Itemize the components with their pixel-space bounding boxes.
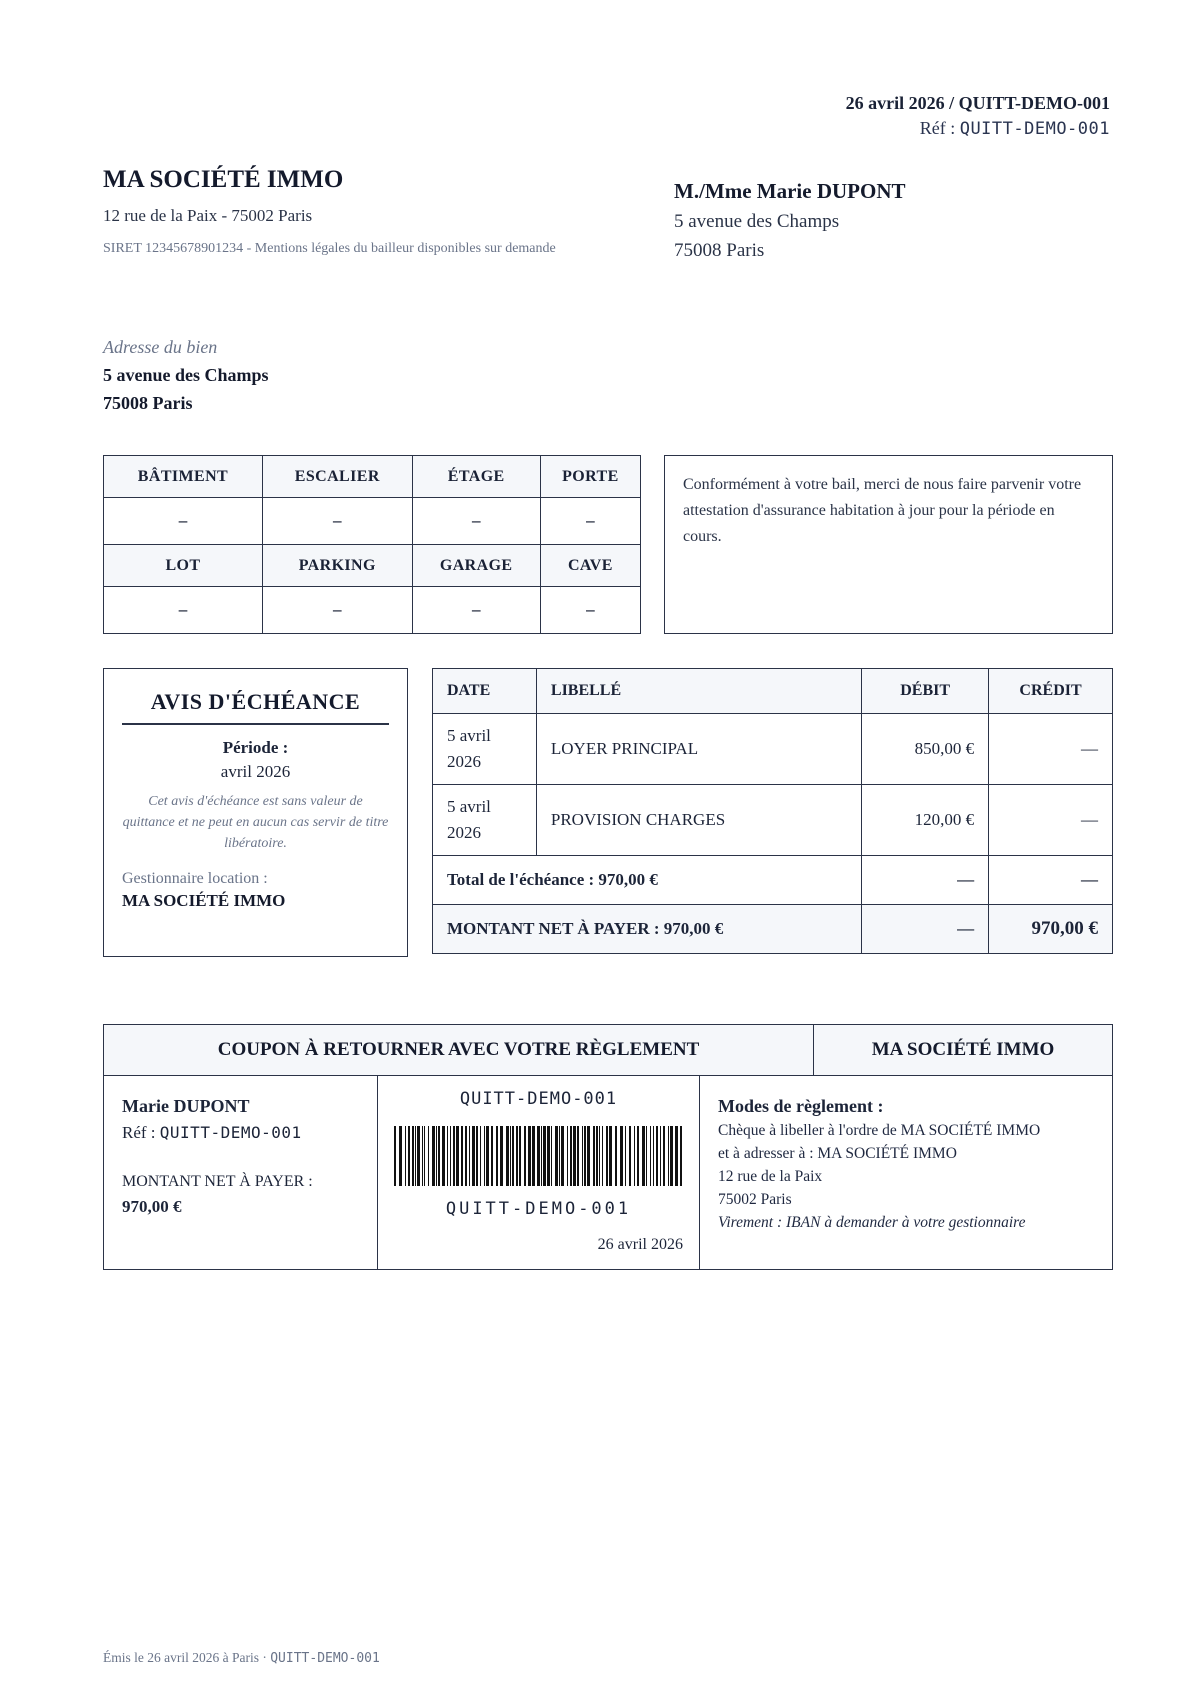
- barcode-bar: [584, 1126, 586, 1186]
- manager-value: MA SOCIÉTÉ IMMO: [122, 891, 286, 910]
- location-header-cell: BÂTIMENT: [104, 456, 263, 498]
- coupon-ref-label: Réf :: [122, 1123, 156, 1142]
- barcode-bar: [491, 1126, 493, 1186]
- location-header-cell: PARKING: [262, 544, 412, 586]
- manager-label: Gestionnaire location :: [122, 870, 268, 887]
- coupon-net-label: MONTANT NET À PAYER :: [122, 1173, 313, 1190]
- barcode-bar: [408, 1126, 410, 1186]
- barcode-bar: [432, 1126, 435, 1186]
- coupon-reference: [122, 1123, 359, 1143]
- barcode-bar: [642, 1126, 645, 1186]
- barcode-bar: [675, 1126, 678, 1186]
- barcode-bar: [602, 1126, 603, 1186]
- location-value-cell: –: [540, 587, 640, 634]
- property-address-block: [103, 337, 269, 414]
- barcode-bar: [609, 1126, 612, 1186]
- location-value-row: [104, 587, 641, 634]
- barcode-bar: [570, 1126, 572, 1186]
- barcode-bar: [615, 1126, 617, 1186]
- payment-line: Chèque à libeller à l'ordre de MA SOCIÉTÉ IMMO: [718, 1122, 1041, 1139]
- payment-coupon: [103, 1024, 1113, 1270]
- barcode-bar: [456, 1126, 459, 1186]
- barcode-bar: [415, 1126, 416, 1186]
- barcode-bar: [653, 1126, 654, 1186]
- barcode-bar: [500, 1126, 503, 1186]
- barcode-bar: [469, 1126, 470, 1186]
- location-value-cell: –: [412, 587, 540, 634]
- barcode-bar: [596, 1126, 598, 1186]
- ledger-total-debit: —: [862, 856, 989, 905]
- payment-notice-box: [103, 668, 408, 957]
- ledger-total-label: Total de l'échéance : 970,00 €: [433, 856, 862, 905]
- tenant-address-line2: 75008 Paris: [674, 240, 765, 261]
- barcode-bar: [512, 1126, 514, 1186]
- barcode-bar: [428, 1126, 429, 1186]
- location-grid: [103, 455, 641, 634]
- barcode-text-bottom: QUITT-DEMO-001: [445, 1199, 632, 1219]
- coupon-payer-column: [104, 1076, 378, 1269]
- location-header-cell: PORTE: [540, 456, 640, 498]
- location-header-cell: ESCALIER: [262, 456, 412, 498]
- barcode-bar: [656, 1126, 658, 1186]
- ledger-date: 5 avril 2026: [433, 714, 537, 785]
- barcode-bar: [516, 1126, 518, 1186]
- location-header-cell: GARAGE: [412, 544, 540, 586]
- document-header: [846, 93, 1110, 139]
- barcode-bar: [447, 1126, 448, 1186]
- barcode-bar: [450, 1126, 451, 1186]
- location-value-cell: –: [262, 587, 412, 634]
- coupon-barcode-column: [378, 1076, 700, 1269]
- payment-line: 75002 Paris: [718, 1191, 792, 1208]
- property-address-line2: 75008 Paris: [103, 393, 193, 413]
- location-value-cell: –: [104, 498, 263, 545]
- barcode-bar: [486, 1126, 489, 1186]
- barcode-icon: [394, 1126, 684, 1186]
- tenant-block: [674, 179, 906, 262]
- coupon-body: [104, 1076, 1112, 1269]
- ledger-label: LOYER PRINCIPAL: [536, 714, 861, 785]
- barcode-bar: [663, 1126, 665, 1186]
- ledger-total-credit: —: [989, 856, 1113, 905]
- barcode-bar: [541, 1126, 542, 1186]
- barcode-bar: [551, 1126, 552, 1186]
- barcode-bar: [510, 1126, 511, 1186]
- barcode-text-top: QUITT-DEMO-001: [459, 1089, 618, 1109]
- location-header-cell: CAVE: [540, 544, 640, 586]
- location-header-cell: ÉTAGE: [412, 456, 540, 498]
- landlord-address: 12 rue de la Paix - 75002 Paris: [103, 206, 313, 225]
- coupon-title: COUPON À RETOURNER AVEC VOTRE RÈGLEMENT: [104, 1025, 814, 1075]
- location-header-row: [104, 544, 641, 586]
- ledger-header-label: LIBELLÉ: [536, 669, 861, 714]
- payment-line: 12 rue de la Paix: [718, 1168, 823, 1185]
- reference-label: Réf :: [919, 118, 956, 138]
- barcode-bar: [599, 1126, 600, 1186]
- barcode-date: 26 avril 2026: [597, 1236, 683, 1253]
- property-address-line1: 5 avenue des Champs: [103, 365, 269, 385]
- barcode-bar: [646, 1126, 647, 1186]
- barcode-bar: [528, 1126, 531, 1186]
- location-value-cell: –: [540, 498, 640, 545]
- footer-text: Émis le 26 avril 2026 à Paris ·: [103, 1650, 267, 1665]
- ledger-total-row: [433, 856, 1113, 905]
- barcode-bar: [606, 1126, 608, 1186]
- barcode-bar: [465, 1126, 467, 1186]
- barcode-bar: [472, 1126, 475, 1186]
- barcode-bar: [593, 1126, 595, 1186]
- barcode-bar: [453, 1126, 455, 1186]
- barcode-bar: [629, 1126, 631, 1186]
- period-label: Période :: [222, 738, 289, 757]
- barcode-bar: [524, 1126, 526, 1186]
- barcode-bar: [547, 1126, 550, 1186]
- document-footer: [103, 1650, 380, 1666]
- ledger-header-date: DATE: [433, 669, 537, 714]
- barcode-bar: [561, 1126, 564, 1186]
- location-value-row: [104, 498, 641, 545]
- landlord-name: MA SOCIÉTÉ IMMO: [103, 166, 344, 193]
- payment-transfer-line: Virement : IBAN à demander à votre gestionnaire: [718, 1214, 1026, 1231]
- ledger-credit: —: [989, 714, 1113, 785]
- ledger-credit: —: [989, 785, 1113, 856]
- ledger-net-debit: —: [862, 905, 989, 954]
- barcode-bar: [668, 1126, 669, 1186]
- ledger-row: [433, 785, 1113, 856]
- ledger-date: 5 avril 2026: [433, 785, 537, 856]
- period-value: avril 2026: [220, 762, 291, 781]
- barcode-bar: [582, 1126, 583, 1186]
- barcode-bar: [660, 1126, 661, 1186]
- property-address-label: Adresse du bien: [103, 337, 218, 357]
- ledger-table: [432, 668, 1113, 954]
- barcode-bar: [680, 1126, 682, 1186]
- barcode-bar: [625, 1126, 626, 1186]
- ledger-row: [433, 714, 1113, 785]
- tenant-name: M./Mme Marie DUPONT: [674, 179, 906, 203]
- coupon-header: [104, 1025, 1112, 1076]
- barcode-bar: [543, 1126, 546, 1186]
- barcode-bar: [399, 1126, 402, 1186]
- barcode-bar: [422, 1126, 423, 1186]
- barcode-bar: [555, 1126, 558, 1186]
- barcode-bar: [394, 1126, 396, 1186]
- coupon-ref-value: QUITT-DEMO-001: [159, 1123, 302, 1142]
- tenant-address-line1: 5 avenue des Champs: [674, 211, 840, 232]
- ledger-net-credit: 970,00 €: [989, 905, 1113, 954]
- barcode-bar: [496, 1126, 498, 1186]
- barcode-bar: [461, 1126, 463, 1186]
- ledger-net-label: MONTANT NET À PAYER : 970,00 €: [433, 905, 862, 954]
- coupon-net-value: 970,00 €: [122, 1197, 182, 1216]
- coupon-payment-methods: [700, 1076, 1112, 1269]
- payment-line: et à adresser à : MA SOCIÉTÉ IMMO: [718, 1145, 957, 1162]
- barcode-bar: [480, 1126, 481, 1186]
- barcode-bar: [476, 1126, 478, 1186]
- barcode-bar: [532, 1126, 535, 1186]
- barcode-bar: [438, 1126, 440, 1186]
- barcode-bar: [484, 1126, 485, 1186]
- barcode-bar: [650, 1126, 651, 1186]
- barcode-bar: [442, 1126, 445, 1186]
- payment-methods-title: Modes de règlement :: [718, 1096, 884, 1116]
- landlord-siret: SIRET 12345678901234 - Mentions légales du bailleur disponibles sur demande: [103, 241, 556, 256]
- coupon-payer-name: Marie DUPONT: [122, 1096, 250, 1116]
- barcode-bar: [577, 1126, 579, 1186]
- barcode-bar: [637, 1126, 639, 1186]
- ledger-header-debit: DÉBIT: [862, 669, 989, 714]
- insurance-notice: Conformément à votre bail, merci de nous faire parvenir votre attestation d'assurance habitation à jour pour la période en cours.: [664, 455, 1113, 634]
- footer-ref: QUITT-DEMO-001: [270, 1651, 380, 1666]
- location-value-cell: –: [412, 498, 540, 545]
- location-value-cell: –: [104, 587, 263, 634]
- coupon-company: MA SOCIÉTÉ IMMO: [871, 1039, 1055, 1060]
- landlord-block: [103, 166, 556, 257]
- barcode-bar: [417, 1126, 420, 1186]
- ledger-debit: 120,00 €: [862, 785, 989, 856]
- notice-disclaimer: Cet avis d'échéance est sans valeur de quittance et ne peut en aucun cas servir de titre libératoire.: [122, 794, 389, 851]
- reference-value: QUITT-DEMO-001: [959, 119, 1110, 139]
- document-date-reference: 26 avril 2026 / QUITT-DEMO-001: [845, 93, 1110, 113]
- barcode-bar: [405, 1126, 406, 1186]
- location-header-cell: LOT: [104, 544, 263, 586]
- ledger-label: PROVISION CHARGES: [536, 785, 861, 856]
- ledger-header-row: [433, 669, 1113, 714]
- barcode-bar: [436, 1126, 437, 1186]
- barcode-bar: [634, 1126, 635, 1186]
- barcode-bar: [587, 1126, 590, 1186]
- location-value-cell: –: [262, 498, 412, 545]
- barcode-bar: [412, 1126, 414, 1186]
- ledger-net-row: [433, 905, 1113, 954]
- payment-notice-title: AVIS D'ÉCHÉANCE: [122, 669, 389, 725]
- barcode-bar: [670, 1126, 673, 1186]
- barcode-bar: [537, 1126, 540, 1186]
- barcode-bar: [573, 1126, 576, 1186]
- barcode-bar: [506, 1126, 509, 1186]
- barcode-bar: [424, 1126, 425, 1186]
- location-header-row: [104, 456, 641, 498]
- barcode-bar: [567, 1126, 568, 1186]
- barcode-bar: [519, 1126, 521, 1186]
- barcode-bar: [559, 1126, 560, 1186]
- ledger-debit: 850,00 €: [862, 714, 989, 785]
- document-reference: [846, 118, 1110, 139]
- barcode-bar: [620, 1126, 623, 1186]
- ledger-header-credit: CRÉDIT: [989, 669, 1113, 714]
